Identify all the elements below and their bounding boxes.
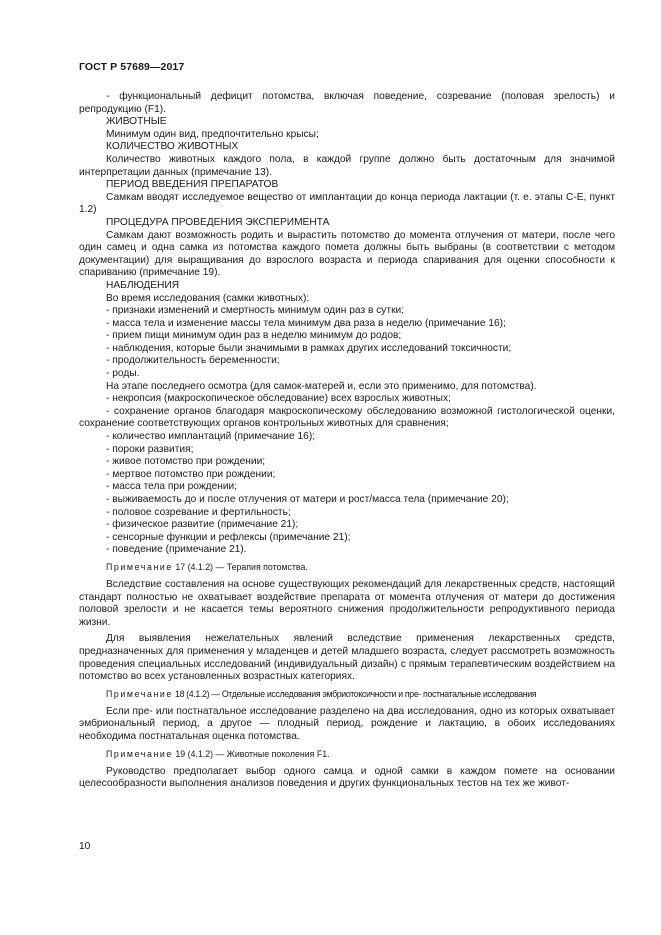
body-paragraph: - мертвое потомство при рождении;: [106, 468, 276, 480]
page-number: 10: [79, 841, 91, 852]
body-paragraph: - половое созревание и фертильность;: [106, 506, 291, 518]
body-paragraph: Если пре- или постнатальное исследование разделено на два исследования, одно из которых охватывает эмбриональный период, а другое — плодный период, рождение и лактацию, в обоих исследованиях необходима постнатальная оценка потомства.: [79, 705, 615, 742]
body-paragraph: - пороки развития;: [106, 443, 194, 455]
note-label: Примечание: [106, 688, 173, 699]
note-paragraph: [79, 561, 615, 573]
note-label: Примечание: [106, 748, 173, 759]
note-text: 19 (4.1.2) — Животные поколения F1.: [175, 748, 330, 759]
body-paragraph: КОЛИЧЕСТВО ЖИВОТНЫХ: [106, 141, 239, 153]
body-paragraph: - сенсорные функции и рефлексы (примечание 21);: [106, 531, 351, 543]
body-paragraph: Самкам вводят исследуемое вещество от имплантации до конца периода лактации (т. е. этапы С-Е, пункт 1.2): [79, 191, 615, 216]
body-paragraph: - роды.: [106, 368, 140, 380]
body-paragraph: Количество животных каждого пола, в каждой группе должно быть достаточным для значимой интерпретации данных (примечание 13).: [79, 153, 615, 178]
body-paragraph: - масса тела и изменение массы тела минимум два раза в неделю (примечание 16);: [106, 317, 506, 329]
body-paragraph: - физическое развитие (примечание 21);: [106, 519, 299, 531]
body-paragraph: Руководство предполагает выбор одного самца и одной самки в каждом помете на основании целесообразности выполнения анализов поведения и других функциональных тестов на тех же живот-: [79, 765, 615, 790]
body-paragraph: - количество имплантаций (примечание 16);: [106, 431, 316, 443]
body-paragraph: ЖИВОТНЫЕ: [106, 116, 167, 128]
note-text: 18 (4.1.2) — Отдельные исследования эмбриотоксичности и пре- постнатальные исследования: [175, 688, 537, 699]
note-text: 17 (4.1.2) — Терапия потомства.: [175, 561, 308, 572]
body-paragraph: НАБЛЮДЕНИЯ: [106, 279, 180, 291]
body-paragraph: - сохранение органов благодаря макроскопическому обследованию возможной гистологической оценки, сохранение соответствующих органов контрольных животных для сравнения;: [79, 405, 615, 430]
body-paragraph: - функциональный дефицит потомства, включая поведение, созревание (половая зрелость) и репродукцию (F1).: [79, 91, 615, 115]
body-paragraph: - прием пищи минимум один раз в неделю минимум до родов;: [106, 330, 402, 342]
body-paragraph: - масса тела при рождении;: [106, 481, 238, 493]
note-paragraph: [79, 688, 615, 700]
body-paragraph: - признаки изменений и смертность минимум один раз в сутки;: [106, 305, 405, 317]
body-paragraph: Для выявления нежелательных явлений вследствие применения лекарственных средств, предназначенных для применения у младенцев и детей младшего возраста, следует рассмотреть возможность проведения специальных исследований (индивидуальный дизайн) с прямым терапевтическим воздействием на потомство во всех установленных возрастных категориях.: [79, 633, 615, 683]
document-body: [79, 91, 615, 791]
body-paragraph: - продолжительность беременности;: [106, 355, 280, 367]
body-paragraph: Во время исследования (самки животных):: [106, 292, 310, 304]
body-paragraph: На этапе последнего осмотра (для самок-матерей и, если это применимо, для потомства).: [106, 380, 537, 392]
note-label: Примечание: [106, 561, 173, 572]
body-paragraph: - поведение (примечание 21).: [106, 544, 247, 556]
body-paragraph: ПРОЦЕДУРА ПРОВЕДЕНИЯ ЭКСПЕРИМЕНТА: [106, 216, 330, 228]
body-paragraph: - выживаемость до и после отлучения от матери и рост/масса тела (примечание 20);: [106, 494, 509, 505]
body-paragraph: Минимум один вид, предпочтительно крысы;: [106, 128, 319, 140]
body-paragraph: - некропсия (макроскопическое обследование) всех взрослых животных;: [106, 393, 451, 405]
body-paragraph: Самкам дают возможность родить и вырастить потомство до момента отлучения от матери, после чего один самец и одна самка из потомства каждого помета должны быть выбраны (в соответствии с методом документации) для выращивания до взрослого возраста и периода спаривания для оценки способности к спариванию (примечание 19).: [79, 229, 615, 279]
note-paragraph: [79, 748, 615, 760]
body-paragraph: Вследствие составления на основе существующих рекомендаций для лекарственных средств, настоящий стандарт полностью не охватывает воздействие препарата от момента отлучения от матери до достижения половой зрелости и не касается темы вероятного снижения продолжительности репродуктивного периода жизни.: [79, 578, 615, 628]
body-paragraph: - живое потомство при рождении;: [106, 456, 266, 468]
document-header-code: ГОСТ Р 57689—2017: [79, 61, 185, 73]
body-paragraph: - наблюдения, которые были значимыми в рамках других исследований токсичности;: [106, 342, 512, 354]
body-paragraph: ПЕРИОД ВВЕДЕНИЯ ПРЕПАРАТОВ: [106, 179, 279, 191]
